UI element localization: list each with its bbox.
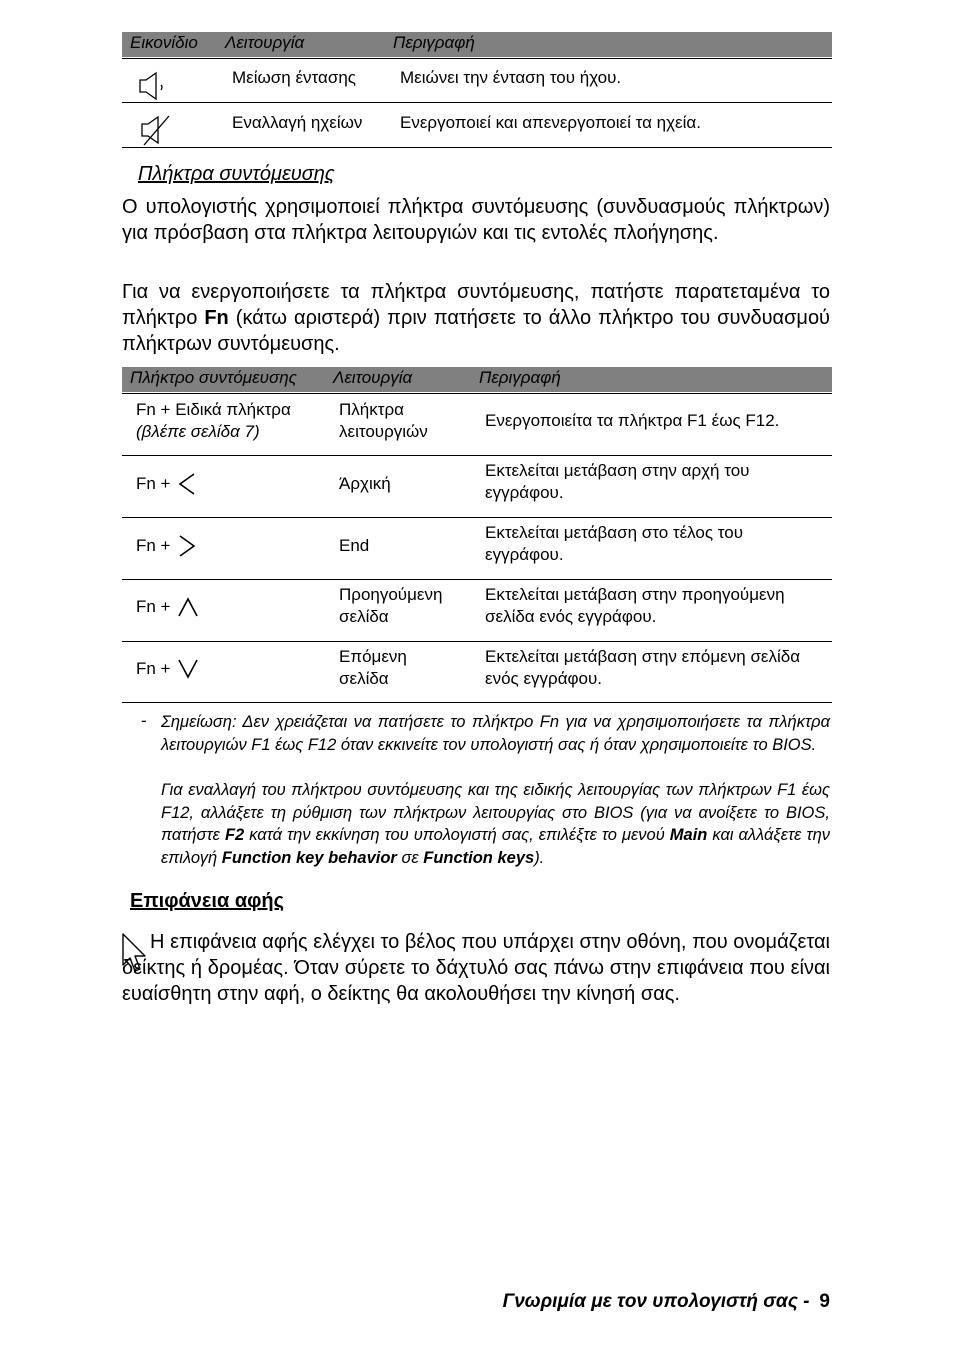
hotkeys-paragraph-2 bbox=[122, 279, 830, 357]
hotkey-fn-special-function bbox=[339, 399, 428, 443]
arrow-down-icon bbox=[177, 658, 199, 680]
note-text-2 bbox=[161, 779, 830, 869]
note-fragment: και αλλάξετε την επιλογή bbox=[161, 826, 830, 867]
hotkey-pagedown-function bbox=[339, 646, 407, 690]
hotkey-key: Fn + bbox=[136, 597, 171, 616]
hotkey-home-function: Άρχική bbox=[339, 474, 391, 493]
note-main-menu: Main bbox=[669, 826, 708, 845]
header-icon: Εικονίδιο bbox=[130, 33, 198, 52]
note-fragment: Για εναλλαγή του πλήκτρου συντόμευσης και της ειδικής λειτουργίας των πλήκτρων F1 έως F12, αλλάξετε τη ρύθμιση των πλήκτρων λειτουργίας στο BIOS (για να ανοίξετε το BIOS, πατήστε bbox=[161, 781, 830, 845]
touchpad-paragraph: Η επιφάνεια αφής ελέγχει το βέλος που υπάρχει στην οθόνη, που ονομάζεται δείκτης ή δρομέας. Όταν σύρετε το δάχτυλό σας πάνω στην επιφάνεια που είναι ευαίσθητη στην αφή, ο δείκτης θα ακολουθήσει την κίνησή σας. bbox=[122, 931, 830, 1005]
note-fragment: κατά την εκκίνηση του υπολογιστή σας, επιλέξτε το μενού bbox=[244, 826, 670, 845]
description-line: Εκτελείται μετάβαση στην επόμενη σελίδα bbox=[485, 647, 801, 666]
hotkey-fn-special-label: Fn + Ειδικά πλήκτρα bbox=[136, 400, 291, 419]
paragraph-text: (κάτω αριστερά) πριν πατήσετε το άλλο πλήκτρο του συνδυασμού πλήκτρων συντόμευσης. bbox=[122, 307, 830, 355]
header-hotkey: Πλήκτρο συντόμευσης bbox=[130, 368, 297, 387]
description-line: Εκτελείται μετάβαση στην αρχή του bbox=[485, 461, 750, 480]
description-line: εγγράφου. bbox=[485, 483, 564, 502]
arrow-up-icon bbox=[177, 596, 199, 618]
description-line: ενός εγγράφου. bbox=[485, 669, 603, 688]
page-footer bbox=[503, 1291, 830, 1313]
table-rule bbox=[122, 517, 832, 518]
speaker-toggle-function: Εναλλαγή ηχείων bbox=[232, 113, 363, 132]
volume-down-function: Μείωση έντασης bbox=[232, 68, 356, 87]
paragraph-text: Για να ενεργοποιήσετε τα πλήκτρα συντόμευσης, πατήστε παρατεταμένα το πλήκτρο bbox=[122, 281, 830, 329]
hotkey-fn-special bbox=[136, 399, 291, 443]
header-description: Περιγραφή bbox=[479, 368, 561, 387]
function-line: Επόμενη bbox=[339, 647, 407, 666]
hotkey-key: Fn + bbox=[136, 659, 171, 678]
note-fragment: ). bbox=[534, 848, 545, 867]
function-line: Προηγούμενη bbox=[339, 585, 443, 604]
volume-down-icon bbox=[138, 70, 168, 102]
header-function: Λειτουργία bbox=[333, 368, 413, 387]
footer-title: Γνωριμία με τον υπολογιστή σας - bbox=[502, 1291, 810, 1312]
hotkey-end-function: End bbox=[339, 536, 370, 555]
speaker-toggle-description: Ενεργοποιεί και απενεργοποιεί τα ηχεία. bbox=[400, 113, 701, 132]
header-description: Περιγραφή bbox=[393, 33, 475, 52]
hotkey-fn-special-description: Ενεργοποιείτα τα πλήκτρα F1 έως F12. bbox=[485, 411, 780, 430]
note-dash: - bbox=[141, 711, 147, 730]
hotkeys-paragraph-1: Ο υπολογιστής χρησιμοποιεί πλήκτρα συντόμευσης (συνδυασμούς πλήκτρων) για πρόσβαση στα πλήκτρα λειτουργιών και τις εντολές πλοήγησης. bbox=[122, 196, 830, 244]
icon-table-header bbox=[122, 32, 832, 57]
hotkey-pageup-description bbox=[485, 584, 785, 628]
hotkey-end-description bbox=[485, 522, 743, 566]
function-line: Πλήκτρα bbox=[339, 400, 404, 419]
description-line: εγγράφου. bbox=[485, 545, 564, 564]
table-rule bbox=[122, 641, 832, 642]
hotkey-key: Fn + bbox=[136, 474, 171, 493]
function-line: σελίδα bbox=[339, 669, 389, 688]
arrow-right-icon bbox=[177, 534, 197, 558]
touchpad-heading: Επιφάνεια αφής bbox=[130, 890, 285, 912]
fn-key-text: Fn bbox=[204, 307, 229, 329]
hotkey-pagedown-description bbox=[485, 646, 800, 690]
note-fragment: σε bbox=[396, 848, 424, 867]
page-number: 9 bbox=[819, 1291, 830, 1312]
hotkeys-heading: Πλήκτρα συντόμευσης bbox=[138, 163, 335, 185]
function-line: λειτουργιών bbox=[339, 422, 428, 441]
hotkey-home-description bbox=[485, 460, 749, 504]
description-line: σελίδα ενός εγγράφου. bbox=[485, 607, 657, 626]
note-f2-key: F2 bbox=[224, 826, 245, 845]
note-function-key-behavior: Function key behavior bbox=[221, 848, 397, 867]
description-line: Εκτελείται μετάβαση στο τέλος του bbox=[485, 523, 744, 542]
hotkey-key: Fn + bbox=[136, 536, 171, 555]
description-line: Εκτελείται μετάβαση στην προηγούμενη bbox=[485, 585, 785, 604]
hotkey-fn-special-ref: (βλέπε σελίδα 7) bbox=[136, 422, 260, 441]
table-rule bbox=[122, 579, 832, 580]
table-rule bbox=[122, 147, 832, 148]
note-function-keys: Function keys bbox=[423, 848, 535, 867]
hotkey-pageup-function bbox=[339, 584, 442, 628]
volume-down-description: Μειώνει την ένταση του ήχου. bbox=[400, 68, 622, 87]
hotkey-table-header bbox=[122, 367, 832, 392]
table-rule bbox=[122, 58, 832, 59]
header-function: Λειτουργία bbox=[225, 33, 305, 52]
table-rule bbox=[122, 393, 832, 394]
table-rule bbox=[122, 455, 832, 456]
note-text-1: Σημείωση: Δεν χρειάζεται να πατήσετε το πλήκτρο Fn για να χρησιμοποιήσετε τα πλήκτρα λειτουργιών F1 έως F12 όταν εκκινείτε τον υπολογιστή σας ή όταν χρησιμοποιείτε το BIOS. bbox=[161, 713, 830, 754]
speaker-mute-icon bbox=[140, 113, 172, 147]
function-line: σελίδα bbox=[339, 607, 389, 626]
table-rule bbox=[122, 102, 832, 103]
table-rule bbox=[122, 702, 832, 703]
arrow-left-icon bbox=[177, 472, 197, 496]
